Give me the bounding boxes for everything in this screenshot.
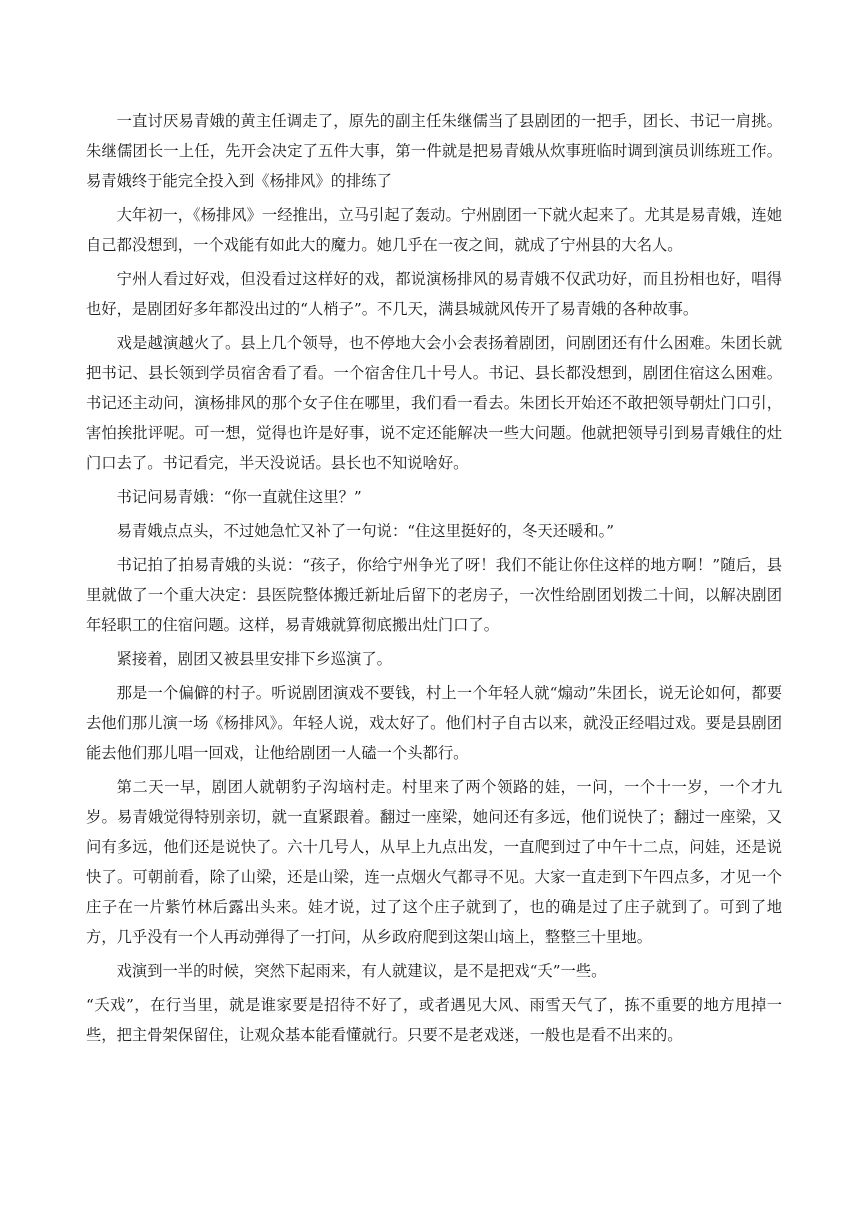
paragraph-4: 戏是越演越火了。县上几个领导，也不停地大会小会表扬着剧团，问剧团还有什么困难。朱团长就把书记、县长领到学员宿舍看了看。一个宿舍住几十号人。书记、县长都没想到，剧团住宿这么困难。书记还主动问，演杨排风的那个女子住在哪里，我们看一看去。朱团长开始还不敢把领导朝灶门口引，害怕挨批评呢。可一想，觉得也许是好事，说不定还能解决一些大问题。他就把领导引到易青娥住的灶门口去了。书记看完，半天没说话。县长也不知说啥好。 bbox=[86, 334, 782, 472]
paragraph-5: 书记问易青娥：“你一直就住这里？” bbox=[116, 488, 362, 506]
paragraph-2: 大年初一，《杨排风》一经推出，立马引起了轰动。宁州剧团一下就火起来了。尤其是易青娥，连她自己都没想到，一个戏能有如此大的魔力。她几乎在一夜之间，就成了宁州县的大名人。 bbox=[86, 206, 783, 254]
paragraph-9: 那是一个偏僻的村子。听说剧团演戏不要钱，村上一个年轻人就“煽动”朱团长，说无论如何，都要去他们那儿演一场《杨排风》。年轻人说，戏太好了。他们村子自古以来，就没正经唱过戏。要是县剧团能去他们那儿唱一回戏，让他给剧团一人磕一个头都行。 bbox=[86, 684, 783, 762]
paragraph-10: 第二天一早，剧团人就朝豹子沟垴村走。村里来了两个领路的娃，一问，一个十一岁，一个才九岁。易青娥觉得特别亲切，就一直紧跟着。翻过一座梁，她问还有多远，他们说快了；翻过一座梁，又问有多远，他们还是说快了。六十几号人，从早上九点出发，一直爬到过了中午十二点，问娃，还是说快了。可朝前看，除了山梁，还是山梁，连一点烟火气都寻不见。大家一直走到下午四点多，才见一个庄子在一片紫竹林后露出头来。娃才说，过了这个庄子就到了，也的确是过了庄子就到了。可到了地方，几乎没有一个人再动弹得了一打问，从乡政府爬到这架山垴上，整整三十里地。 bbox=[86, 778, 782, 946]
paragraph-7: 书记拍了拍易青娥的头说：“孩子，你给宁州争光了呀！我们不能让你住这样的地方啊！”随后，县里就做了一个重大决定：县医院整体搬迁新址后留下的老房子，一次性给剧团划拨二十间，以解决剧团年轻职工的住宿问题。这样，易青娥就算彻底搬出灶门口了。 bbox=[86, 556, 782, 634]
paragraph-11: 戏演到一半的时候，突然下起雨来，有人就建议，是不是把戏“夭”一些。 bbox=[116, 962, 607, 980]
paragraph-1: 一直讨厌易青娥的黄主任调走了，原先的副主任朱继儒当了县剧团的一把手，团长、书记一肩挑。朱继儒团长一上任，先开会决定了五件大事，第一件就是把易青娥从炊事班临时调到演员训练班工作。易青娥终于能完全投入到《杨排风》的排练了 bbox=[86, 112, 782, 190]
document-body bbox=[86, 106, 782, 1054]
paragraph-12: “夭戏”，在行当里，就是谁家要是招待不好了，或者遇见大风、雨雪天气了，拣不重要的地方甩掉一些，把主骨架保留住，让观众基本能看懂就行。只要不是老戏迷，一般也是看不出来的。 bbox=[86, 996, 782, 1044]
paragraph-3: 宁州人看过好戏，但没看过这样好的戏，都说演杨排风的易青娥不仅武功好，而且扮相也好，唱得也好，是剧团好多年都没出过的“人梢子”。不几天，满县城就风传开了易青娥的各种故事。 bbox=[86, 270, 782, 318]
paragraph-6: 易青娥点点头，不过她急忙又补了一句说：“住这里挺好的，冬天还暖和。” bbox=[116, 522, 615, 540]
paragraph-8: 紧接着，剧团又被县里安排下乡巡演了。 bbox=[116, 650, 392, 668]
